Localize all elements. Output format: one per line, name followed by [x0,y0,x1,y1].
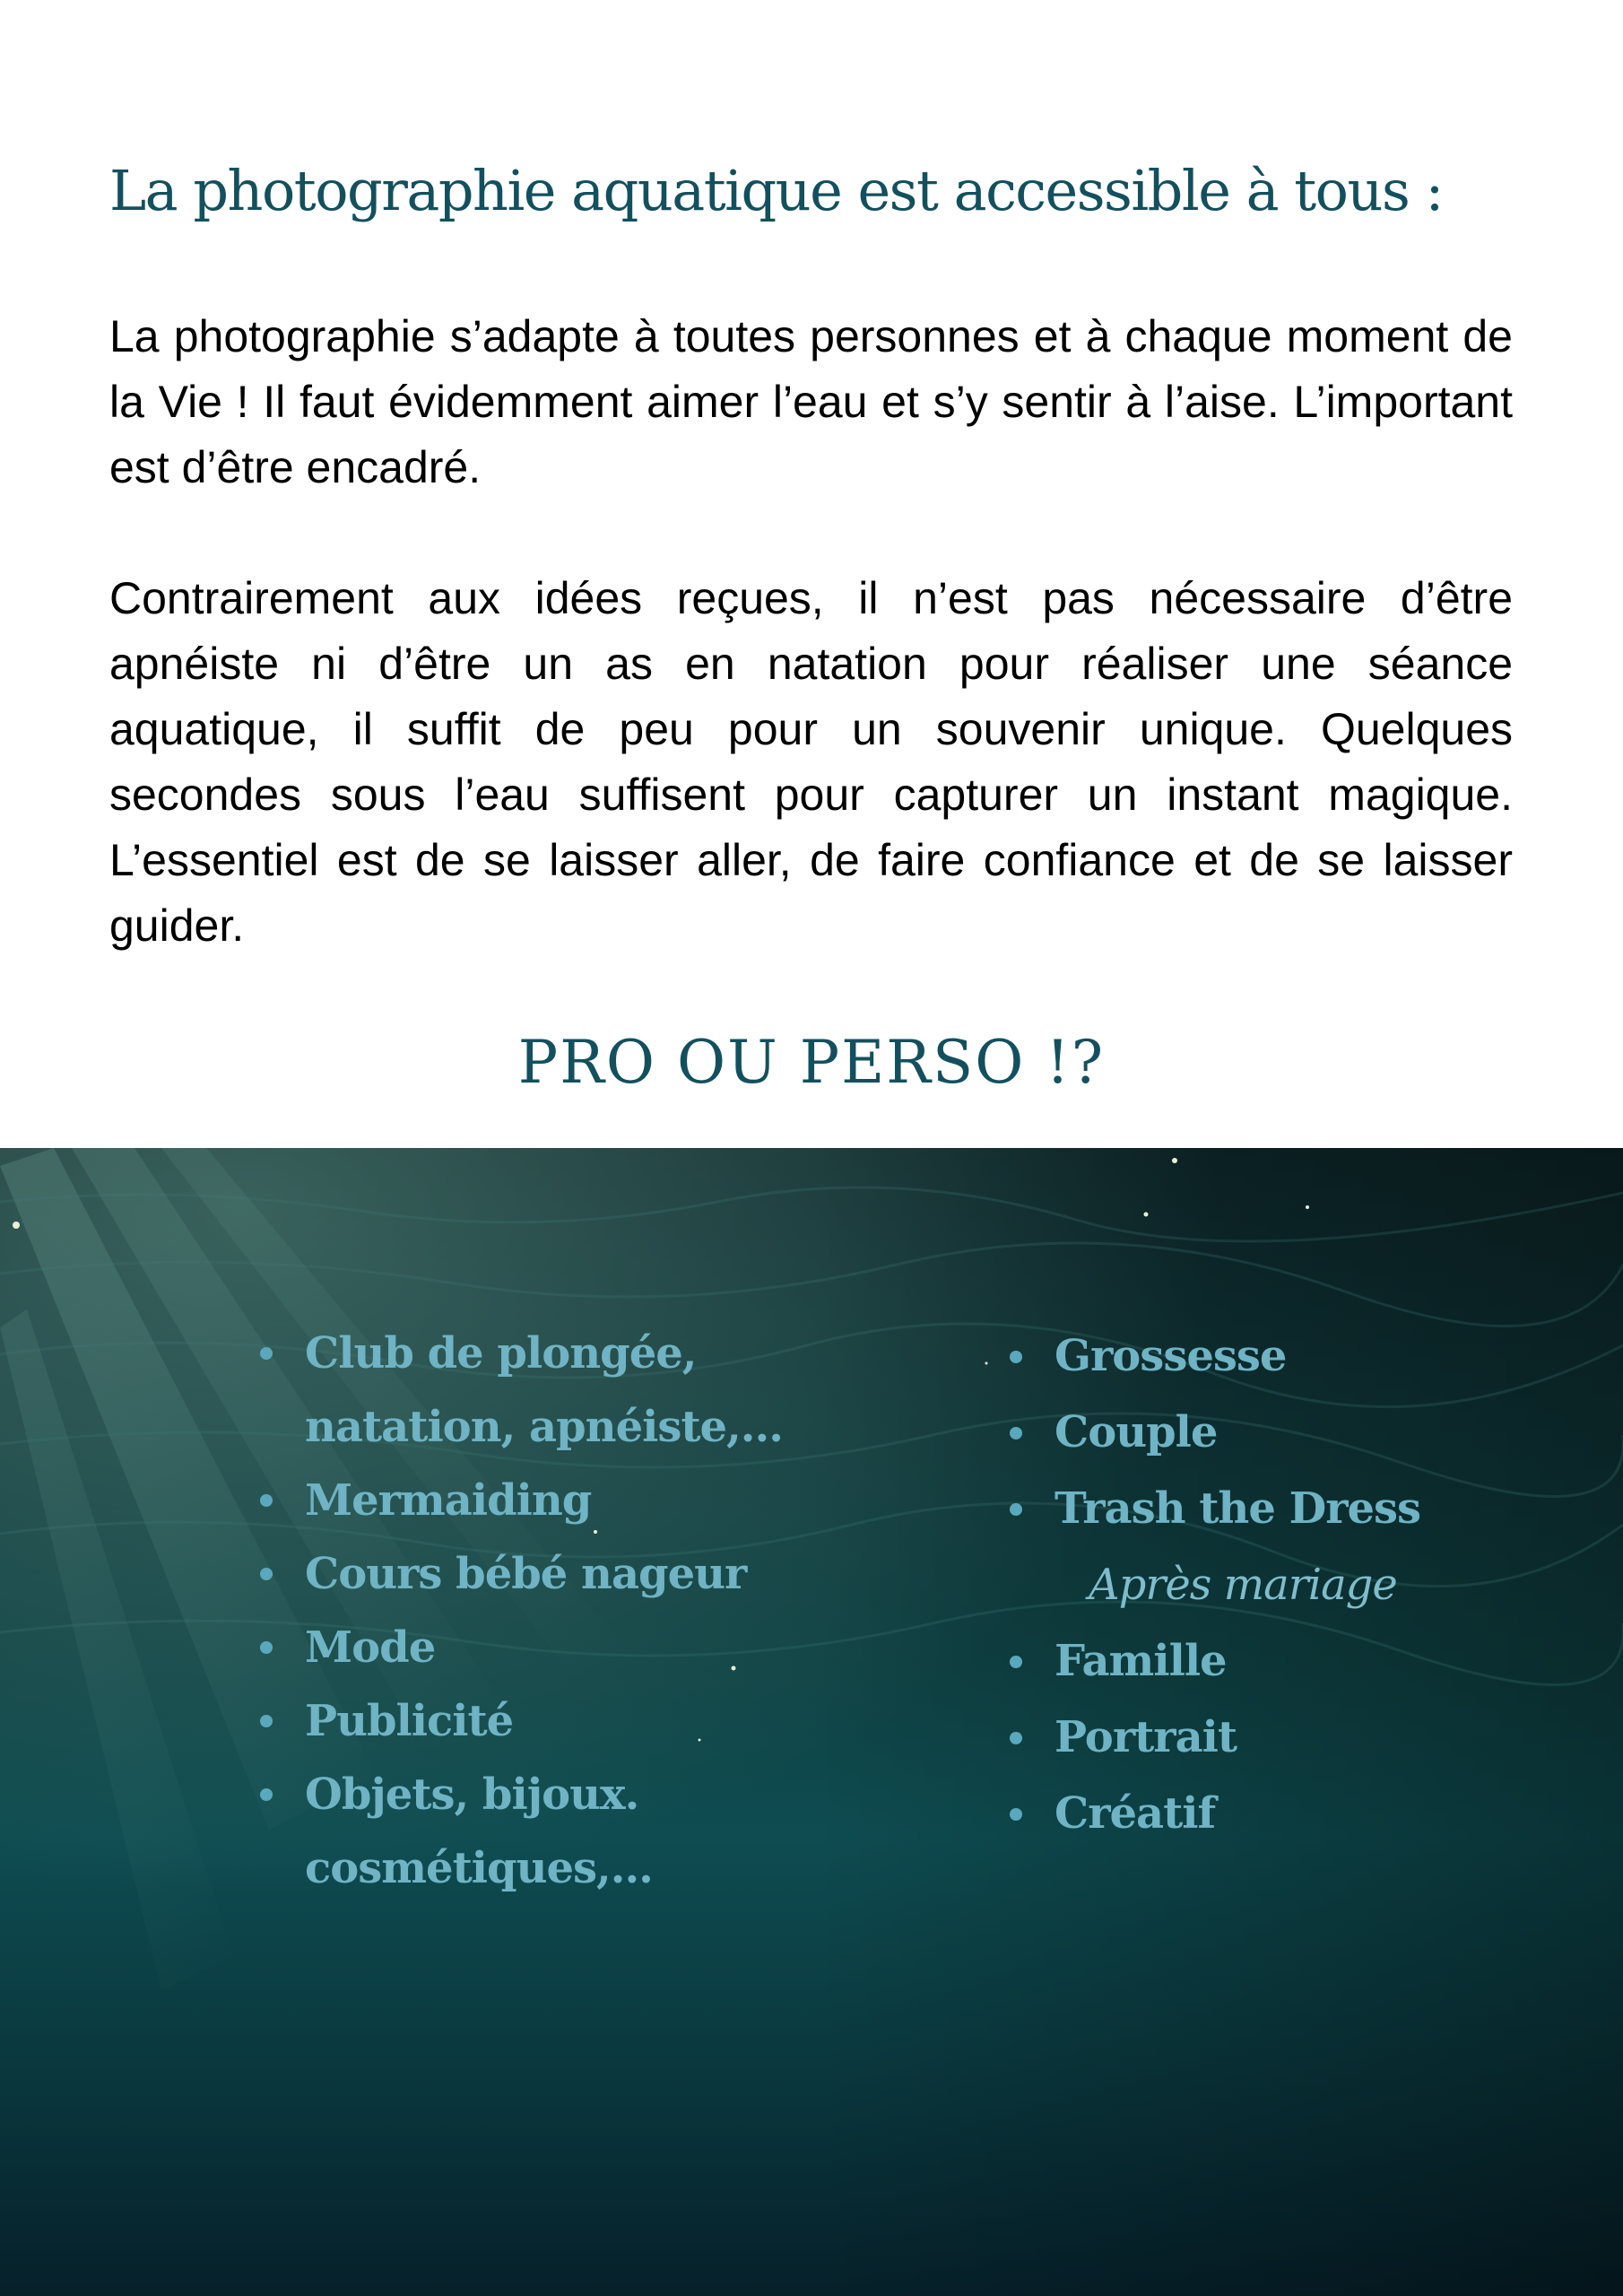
list-item: Mode [305,1611,807,1684]
bullet-icon [1010,1656,1022,1668]
list-item: Portrait [1055,1700,1557,1776]
list-item: Créatif [1055,1776,1557,1852]
bullet-icon [1010,1427,1022,1439]
body-paragraph: Contrairement aux idées reçues, il n’est pas nécessaire d’être apnéiste ni d’être un as en natation pour réaliser une séance aquatique, il suffit de peu pour un souvenir unique. Quelques secondes sous l’eau suffisent pour capturer un instant magique. L’essentiel est de se laisser aller, de faire confiance et de se laisser guider. [109,573,1513,951]
list-item: Trash the Dress [1055,1471,1557,1547]
bullet-icon [260,1788,273,1801]
list-item: Publicité [305,1684,807,1758]
bullet-icon [1010,1808,1022,1821]
list-item: Grossesse [1055,1318,1557,1395]
bullet-icon [260,1715,273,1727]
pro-services-list [305,1317,807,1905]
bullet-icon [1010,1351,1022,1363]
section-heading: PRO OU PERSO !? [517,1028,1106,1097]
list-item: Cours bébé nageur [305,1537,807,1611]
bullet-icon [1010,1503,1022,1516]
intro-paragraph: La photographie s’adapte à toutes personnes et à chaque moment de la Vie ! Il faut évidemment aimer l’eau et s’y sentir à l’aise. L’important est d’être encadré. [109,311,1513,492]
bullet-icon [260,1568,273,1580]
bullet-icon [1010,1732,1022,1744]
page-title: La photographie aquatique est accessible à tous : [109,158,1443,223]
list-item: Couple [1055,1395,1557,1471]
bullet-icon [260,1641,273,1654]
bullet-icon [260,1347,273,1360]
list-item: Club de plongée, natation, apnéiste,... [305,1317,807,1464]
perso-services-list [1055,1318,1557,1852]
list-item: Mermaiding [305,1464,807,1537]
list-item: Famille [1055,1623,1557,1700]
list-item: Objets, bijoux. cosmétiques,... [305,1758,807,1905]
list-item-note: Après mariage [1089,1560,1397,1610]
bullet-icon [260,1494,273,1507]
